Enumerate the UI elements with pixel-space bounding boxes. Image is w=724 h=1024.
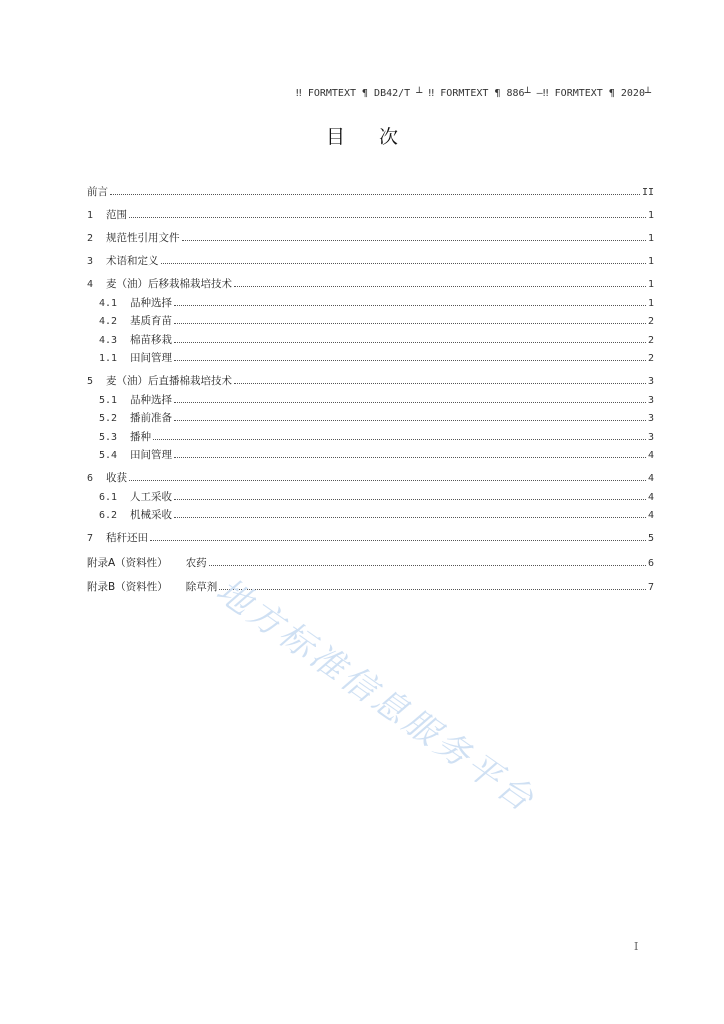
toc-page-number: 5 xyxy=(647,533,654,544)
toc-appendix-number: 附录A（资料性） xyxy=(87,556,168,569)
toc-number: 6 xyxy=(87,473,94,484)
toc-entry-5-4[interactable] xyxy=(87,447,654,466)
toc-label: 机械采收 xyxy=(130,509,172,521)
page-number: I xyxy=(634,940,639,953)
toc-entry-5-2[interactable] xyxy=(87,410,654,429)
toc-leader-dots xyxy=(174,322,646,324)
toc-label: 规范性引用文件 xyxy=(106,232,180,244)
toc-label: 农药 xyxy=(185,556,207,569)
toc-entry-appendix-a[interactable] xyxy=(87,555,654,574)
toc-entry-5-3[interactable] xyxy=(87,429,654,448)
toc-page-number: 3 xyxy=(647,376,654,387)
toc-leader-dots xyxy=(182,239,646,241)
table-of-contents xyxy=(87,184,654,598)
toc-entry-foreword[interactable] xyxy=(87,184,654,203)
toc-entry-4-3[interactable] xyxy=(87,332,654,351)
toc-page-number: 1 xyxy=(647,210,654,221)
toc-page-number: 1 xyxy=(647,297,654,309)
toc-leader-dots xyxy=(129,479,646,481)
toc-entry-7[interactable] xyxy=(87,530,654,549)
toc-number: 7 xyxy=(87,533,94,544)
toc-page-number: 1 xyxy=(647,256,654,267)
toc-page-number: 3 xyxy=(647,431,654,443)
toc-leader-dots xyxy=(153,438,646,440)
toc-page-number: 4 xyxy=(647,450,654,461)
toc-entry-6[interactable] xyxy=(87,470,654,489)
toc-label: 除草剂 xyxy=(185,581,218,593)
toc-page-number: 3 xyxy=(647,413,654,424)
toc-label: 人工采收 xyxy=(130,490,172,503)
toc-page-number: 2 xyxy=(647,353,654,364)
toc-label: 播种 xyxy=(130,430,151,443)
toc-number: 6.2 xyxy=(99,510,118,521)
toc-leader-dots xyxy=(174,359,646,361)
toc-page-number: II xyxy=(641,187,654,198)
toc-page-number: 1 xyxy=(647,279,654,290)
toc-page-number: 4 xyxy=(647,510,654,521)
toc-entry-appendix-b[interactable] xyxy=(87,579,654,598)
toc-page-number: 7 xyxy=(647,582,654,593)
toc-label: 品种选择 xyxy=(130,393,172,406)
toc-number: 5.3 xyxy=(99,431,118,443)
toc-leader-dots xyxy=(174,419,646,421)
toc-page-number: 4 xyxy=(647,491,654,503)
toc-appendix-number: 附录B（资料性） xyxy=(87,581,168,593)
watermark-text: 地方标准信息服务平台 xyxy=(208,570,544,822)
toc-number: 5.2 xyxy=(99,413,118,424)
toc-number: 2 xyxy=(87,233,94,244)
toc-page-number: 2 xyxy=(647,316,654,327)
toc-leader-dots xyxy=(234,285,646,287)
toc-page-number: 2 xyxy=(647,334,654,346)
toc-number: 1.1 xyxy=(99,353,118,364)
toc-leader-dots xyxy=(150,539,646,541)
toc-label: 范围 xyxy=(106,209,127,221)
toc-label: 基质育苗 xyxy=(130,315,172,327)
toc-entry-6-1[interactable] xyxy=(87,489,654,508)
toc-entry-4-1[interactable] xyxy=(87,295,654,314)
toc-page-number: 1 xyxy=(647,233,654,244)
toc-label: 前言 xyxy=(87,186,108,198)
toc-number: 6.1 xyxy=(99,491,118,503)
toc-page-number: 6 xyxy=(647,557,654,569)
toc-leader-dots xyxy=(174,401,646,403)
toc-label: 收获 xyxy=(106,472,127,484)
toc-leader-dots xyxy=(110,193,640,195)
toc-page-number: 4 xyxy=(647,473,654,484)
toc-leader-dots xyxy=(174,304,646,306)
toc-label: 秸秆还田 xyxy=(106,532,148,544)
toc-number: 3 xyxy=(87,256,94,267)
toc-number: 5.1 xyxy=(99,394,118,406)
toc-leader-dots xyxy=(174,341,646,343)
toc-label: 麦（油）后直播棉栽培技术 xyxy=(106,375,232,387)
toc-number: 4.1 xyxy=(99,297,118,309)
toc-number: 1 xyxy=(87,210,94,221)
toc-label: 麦（油）后移栽棉栽培技术 xyxy=(106,278,232,290)
toc-number: 5.4 xyxy=(99,450,118,461)
toc-entry-1[interactable] xyxy=(87,207,654,226)
toc-label: 棉苗移栽 xyxy=(130,333,172,346)
toc-entry-5[interactable] xyxy=(87,373,654,392)
toc-number: 4 xyxy=(87,279,94,290)
toc-entry-6-2[interactable] xyxy=(87,507,654,526)
toc-entry-5-1[interactable] xyxy=(87,392,654,411)
toc-label: 播前准备 xyxy=(130,412,172,424)
toc-number: 4.3 xyxy=(99,334,118,346)
toc-entry-4-2[interactable] xyxy=(87,313,654,332)
toc-leader-dots xyxy=(161,262,646,264)
toc-entry-3[interactable] xyxy=(87,253,654,272)
document-header: ‼ FORMTEXT ¶ DB42/T ┴ ‼ FORMTEXT ¶ 886┴ —‼ FORMTEXT ¶ 2020┴ xyxy=(295,88,651,99)
toc-leader-dots xyxy=(129,216,646,218)
toc-page-number: 3 xyxy=(647,394,654,406)
page-title: 目次 xyxy=(325,126,432,148)
toc-leader-dots xyxy=(174,498,646,500)
toc-label: 田间管理 xyxy=(130,352,172,364)
toc-entry-1-1[interactable] xyxy=(87,350,654,369)
toc-leader-dots xyxy=(234,382,646,384)
toc-number: 4.2 xyxy=(99,316,118,327)
toc-entry-2[interactable] xyxy=(87,230,654,249)
toc-leader-dots xyxy=(174,456,646,458)
toc-leader-dots xyxy=(219,588,646,590)
toc-number: 5 xyxy=(87,376,94,387)
toc-entry-4[interactable] xyxy=(87,276,654,295)
toc-leader-dots xyxy=(209,564,646,566)
toc-leader-dots xyxy=(174,516,646,518)
toc-label: 品种选择 xyxy=(130,296,172,309)
toc-label: 田间管理 xyxy=(130,449,172,461)
toc-label: 术语和定义 xyxy=(106,255,159,267)
